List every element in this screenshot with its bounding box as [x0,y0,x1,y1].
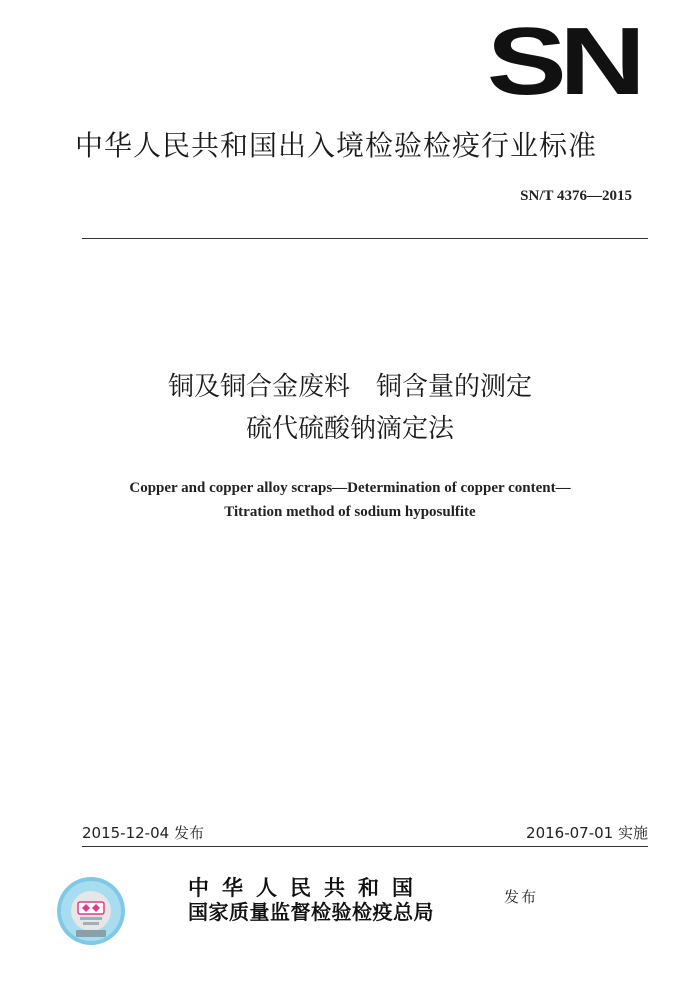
issuer-line-1: 中华人民共和国 [188,875,426,900]
english-title-line-2: Titration method of sodium hyposulfite [224,504,476,520]
sn-logo: SN [486,8,639,115]
chinese-title [0,366,700,450]
issuer-line-2: 国家质量监督检验检疫总局 [188,900,434,924]
publish-label: 发布 [504,888,539,906]
anti-counterfeit-seal-icon [56,876,126,946]
top-divider [82,238,648,239]
issue-date: 2015-12-04 发布 [82,824,204,842]
english-title-line-1: Copper and copper alloy scraps—Determination of copper content— [129,480,571,496]
implementation-date: 2016-07-01 实施 [526,824,648,842]
industry-standard-title: 中华人民共和国出入境检验检疫行业标准 [75,129,598,162]
chinese-title-line-1: 铜及铜合金废料 铜含量的测定 [167,372,532,402]
bottom-divider [82,846,648,847]
chinese-title-line-2: 硫代硫酸钠滴定法 [245,414,454,444]
issuing-authority [188,876,434,924]
standard-number: SN/T 4376—2015 [520,188,632,204]
english-title [0,476,700,524]
